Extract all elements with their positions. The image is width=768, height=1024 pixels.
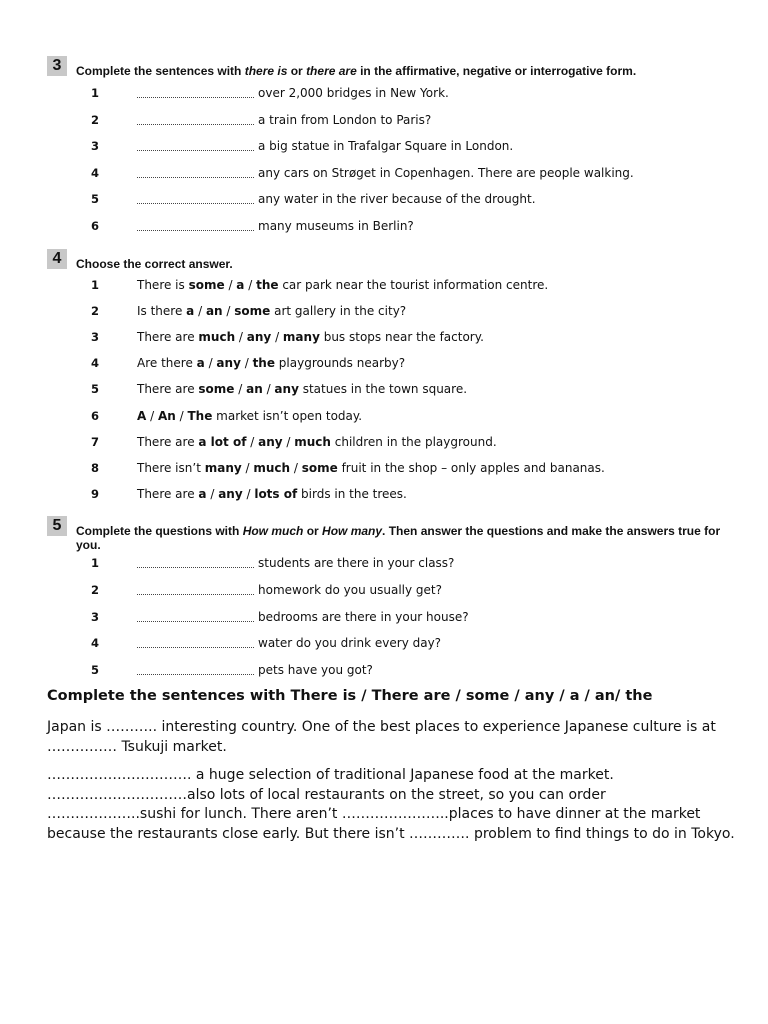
answer-blank[interactable]: [137, 567, 254, 568]
sentence-text: /: [194, 304, 206, 319]
item-number: 5: [91, 192, 100, 207]
item-text: bedrooms are there in your house?: [258, 609, 469, 624]
list-item: [47, 166, 727, 184]
exercise-3-header: [47, 56, 727, 78]
sentence-text: /: [241, 460, 254, 475]
list-item: [47, 356, 727, 374]
list-item: [47, 192, 727, 210]
list-item: [47, 556, 727, 574]
answer-option[interactable]: any: [246, 330, 272, 345]
item-number: 3: [91, 609, 100, 624]
sentence-text: There are: [137, 486, 199, 501]
exercise-4: [47, 249, 727, 501]
answer-option[interactable]: much: [294, 434, 331, 449]
answer-option[interactable]: The: [187, 408, 213, 423]
answer-blank[interactable]: [137, 674, 254, 675]
exercise-number-badge: 4: [47, 249, 67, 269]
answer-option[interactable]: a: [196, 356, 205, 371]
section-title: Complete the sentences with There is / There are / some / any / a / an/ the: [47, 688, 653, 704]
answer-option[interactable]: An: [157, 408, 176, 423]
sentence-text: /: [222, 304, 235, 319]
list-item: [47, 139, 727, 157]
sentence-text: playgrounds nearby?: [274, 356, 406, 371]
answer-option[interactable]: A: [137, 408, 147, 423]
sentence-text: fruit in the shop – only apples and bananas.: [337, 460, 605, 475]
exercise-4-instruction: Choose the correct answer.: [76, 257, 233, 271]
item-text: students are there in your class?: [258, 556, 455, 570]
sentence-text: /: [175, 408, 188, 423]
sentence-text: market isn’t open today.: [212, 408, 363, 423]
item-number: 2: [91, 112, 100, 127]
answer-option[interactable]: some: [234, 304, 271, 319]
sentence-text: /: [206, 486, 219, 501]
answer-option[interactable]: the: [256, 278, 279, 292]
item-sentence: [137, 356, 405, 370]
item-sentence: [137, 304, 406, 318]
item-number: 2: [91, 582, 100, 597]
answer-blank[interactable]: [137, 150, 254, 151]
answer-option[interactable]: an: [246, 382, 263, 397]
answer-option[interactable]: some: [198, 382, 235, 397]
item-number: 1: [91, 86, 100, 100]
sentence-text: /: [204, 356, 217, 371]
list-item: [47, 461, 727, 479]
item-text: any cars on Strøget in Copenhagen. There are people walking.: [258, 165, 634, 180]
exercise-3-instruction: Complete the sentences with there is or there are in the affirmative, negative or interrogative form.: [76, 64, 637, 78]
paragraph-2: …………………………. a huge selection of traditional Japanese food at the market. …………………………also lots of local restaurants on the street, so you can order ………………..sushi for lunch. There aren’t …………………..places to have dinner at the market because the restaurants close early. But there isn’t …………. problem to find things to do in Tokyo.: [47, 767, 735, 842]
exercise-5: [47, 516, 727, 678]
sentence-text: art gallery in the city?: [270, 304, 407, 319]
item-number: 5: [91, 382, 100, 397]
item-sentence: [137, 409, 362, 423]
answer-option[interactable]: much: [198, 330, 236, 345]
item-number: 2: [91, 304, 100, 319]
item-number: 4: [91, 165, 100, 180]
list-item: [47, 304, 727, 322]
item-number: 4: [91, 636, 100, 651]
item-sentence: [137, 278, 548, 292]
list-item: [47, 409, 727, 427]
answer-blank[interactable]: [137, 177, 254, 178]
item-text: homework do you usually get?: [258, 582, 442, 597]
sentence-text: /: [242, 486, 255, 501]
answer-option[interactable]: the: [252, 356, 275, 371]
answer-option[interactable]: a: [186, 304, 195, 319]
item-number: 3: [91, 330, 100, 345]
answer-option[interactable]: lots of: [254, 486, 298, 501]
item-number: 7: [91, 434, 100, 449]
list-item: [47, 583, 727, 601]
sentence-text: /: [246, 434, 259, 449]
exercise-3: [47, 56, 727, 233]
sentence-text: Are there: [137, 356, 197, 371]
list-item: [47, 113, 727, 131]
item-text: a train from London to Paris?: [258, 112, 432, 127]
sentence-text: birds in the trees.: [297, 486, 407, 501]
answer-blank[interactable]: [137, 621, 254, 622]
answer-option[interactable]: a lot of: [198, 434, 247, 449]
answer-option[interactable]: some: [188, 278, 225, 292]
paragraph-1: Japan is ……….. interesting country. One of the best places to experience Japanese culture is at …………… Tsukuji market.: [47, 719, 716, 755]
list-item: [47, 487, 727, 505]
exercise-5-header: [47, 516, 727, 552]
answer-option[interactable]: much: [253, 460, 291, 475]
sentence-text: statues in the town square.: [298, 382, 468, 397]
sentence-text: There are: [137, 330, 199, 345]
item-text: over 2,000 bridges in New York.: [258, 86, 449, 100]
sentence-text: /: [234, 382, 247, 397]
list-item: [47, 219, 727, 237]
item-number: 1: [91, 278, 100, 292]
sentence-text: Is there: [137, 304, 187, 319]
item-number: 4: [91, 356, 100, 371]
sentence-text: /: [240, 356, 253, 371]
answer-option[interactable]: a: [198, 486, 207, 501]
list-item: [47, 86, 727, 104]
item-text: water do you drink every day?: [258, 636, 442, 651]
list-item: [47, 278, 727, 296]
answer-option[interactable]: any: [258, 434, 283, 449]
exercise-number-badge: 5: [47, 516, 67, 536]
item-text: pets have you got?: [258, 663, 373, 678]
sentence-text: There isn’t: [137, 460, 205, 475]
item-number: 6: [91, 219, 100, 233]
item-text: a big statue in Trafalgar Square in London.: [258, 139, 514, 154]
sentence-text: There are: [137, 434, 199, 449]
exercise-number-badge: 3: [47, 56, 67, 76]
answer-blank[interactable]: [137, 124, 254, 125]
answer-option[interactable]: many: [204, 460, 242, 475]
item-number: 5: [91, 663, 100, 678]
sentence-text: children in the playground.: [330, 434, 497, 449]
list-item: [47, 610, 727, 628]
sentence-text: There are: [137, 382, 199, 397]
item-number: 9: [91, 486, 100, 501]
sentence-text: car park near the tourist information centre.: [278, 278, 549, 292]
answer-blank[interactable]: [137, 203, 254, 204]
exercise-4-header: [47, 249, 727, 271]
item-text: many museums in Berlin?: [258, 219, 414, 233]
list-item: [47, 435, 727, 453]
sentence-text: /: [244, 278, 257, 292]
item-sentence: [137, 435, 497, 449]
sentence-text: /: [262, 382, 275, 397]
sentence-text: /: [282, 434, 295, 449]
answer-option[interactable]: a: [236, 278, 245, 292]
sentence-text: There is: [137, 278, 189, 292]
list-item: [47, 382, 727, 400]
sentence-text: /: [235, 330, 247, 345]
answer-option[interactable]: any: [274, 382, 299, 397]
exercise-5-instruction: Complete the questions with How much or How many. Then answer the questions and make the answers true for you.: [76, 524, 721, 552]
item-number: 1: [91, 556, 100, 570]
answer-blank[interactable]: [137, 647, 254, 648]
item-number: 6: [91, 408, 100, 423]
list-item: [47, 636, 727, 654]
item-sentence: [137, 487, 407, 501]
answer-option[interactable]: some: [301, 460, 338, 475]
answer-option[interactable]: an: [205, 304, 223, 319]
item-text: any water in the river because of the drought.: [258, 192, 536, 207]
list-item: [47, 663, 727, 681]
answer-option[interactable]: any: [218, 486, 243, 501]
item-number: 3: [91, 139, 100, 154]
sentence-text: /: [146, 408, 158, 423]
answer-blank[interactable]: [137, 97, 254, 98]
list-item: [47, 330, 727, 348]
sentence-text: bus stops near the factory.: [319, 330, 484, 345]
sentence-text: /: [290, 460, 302, 475]
answer-blank[interactable]: [137, 230, 254, 231]
answer-blank[interactable]: [137, 594, 254, 595]
item-sentence: [137, 461, 605, 475]
item-sentence: [137, 382, 467, 396]
item-sentence: [137, 330, 484, 344]
sentence-text: /: [271, 330, 283, 345]
item-number: 8: [91, 460, 100, 475]
answer-option[interactable]: many: [282, 330, 320, 345]
sentence-text: /: [224, 278, 237, 292]
answer-option[interactable]: any: [216, 356, 241, 371]
